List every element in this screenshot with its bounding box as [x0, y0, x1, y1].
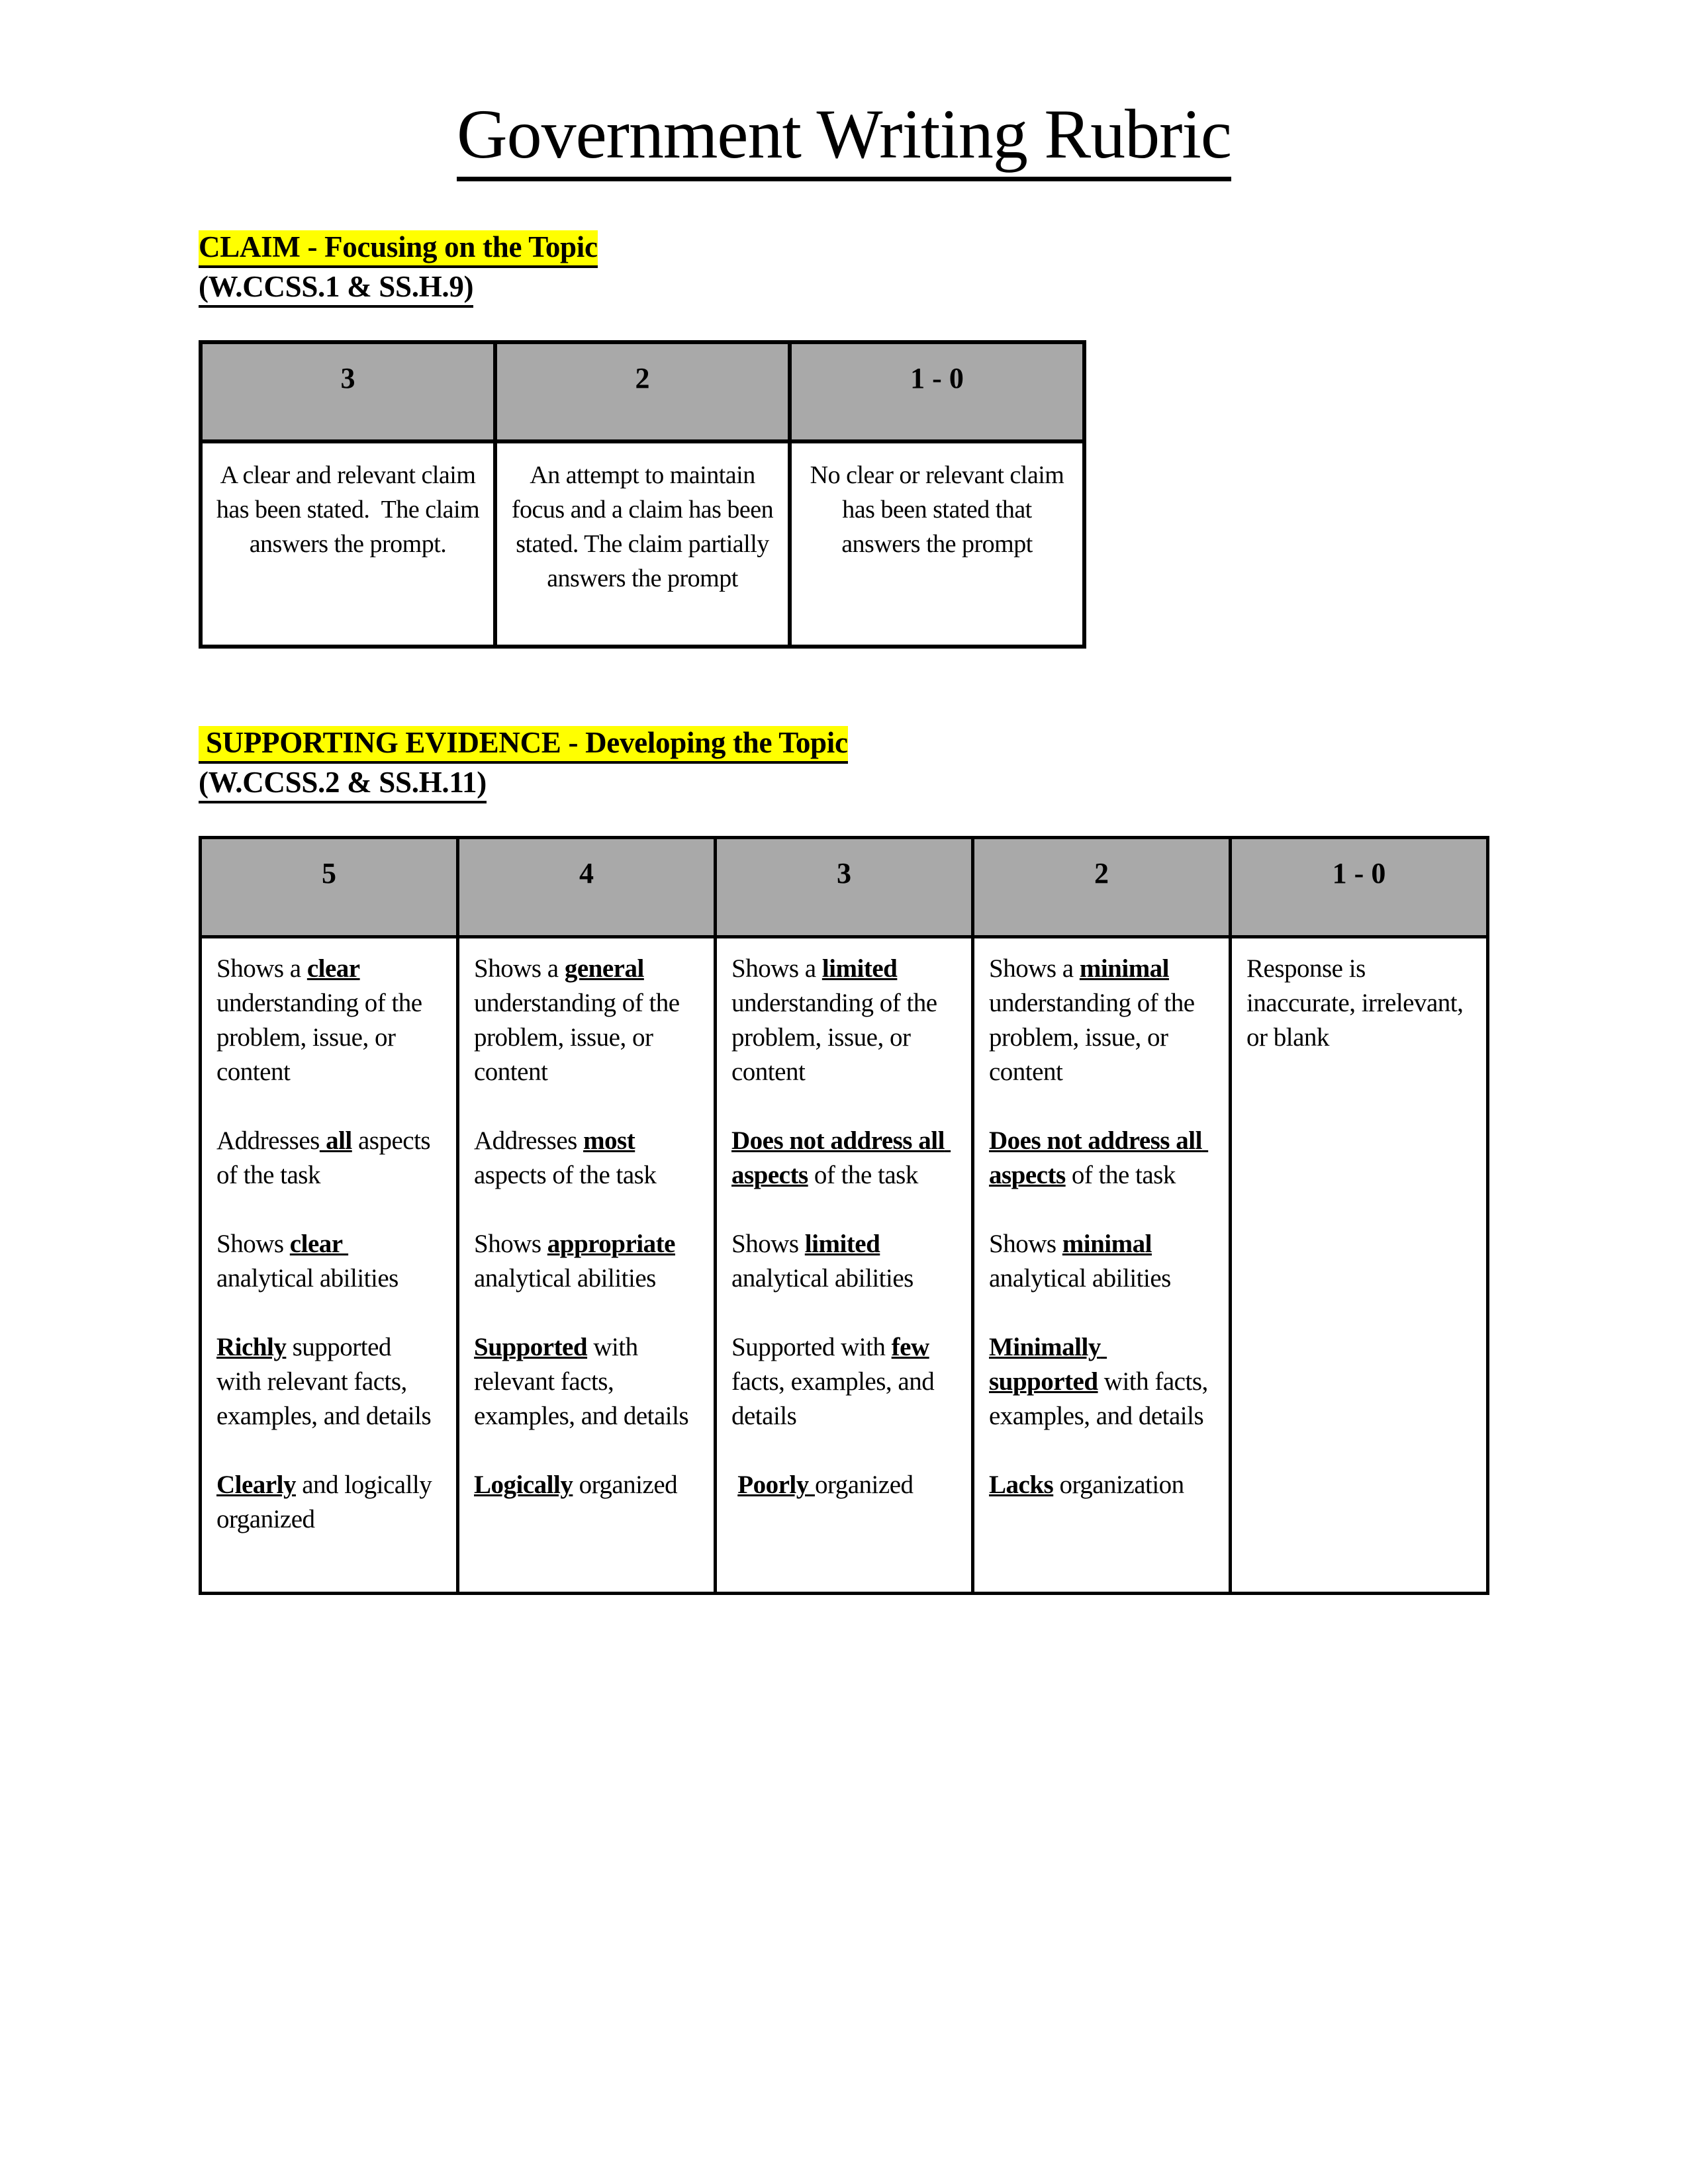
rubric-paragraph: Shows clear analytical abilities	[216, 1230, 399, 1293]
rubric-paragraph: Minimally supported with facts, examples, and details	[989, 1333, 1215, 1430]
evidence-table-header-row	[201, 838, 1488, 937]
rubric-paragraph: Shows limited analytical abilities	[731, 1230, 914, 1293]
claim-heading-block	[199, 227, 1493, 306]
claim-rubric-table	[199, 340, 1086, 649]
claim-table-header-row	[201, 342, 1084, 441]
evidence-cell-score-5	[201, 937, 458, 1594]
claim-score-header-3: 3	[201, 342, 495, 441]
evidence-table-body	[201, 937, 1488, 1594]
claim-standards: (W.CCSS.1 & SS.H.9)	[199, 270, 473, 308]
claim-heading-line	[199, 227, 1493, 267]
rubric-paragraph: Addresses all aspects of the task	[216, 1126, 437, 1189]
claim-cell-score-3	[201, 441, 495, 647]
claim-cell-score-1-0	[790, 441, 1084, 647]
claim-table-row	[201, 441, 1084, 647]
evidence-cell-score-4	[458, 937, 716, 1594]
rubric-paragraph: Logically organized	[474, 1471, 678, 1499]
rubric-paragraph: Shows minimal analytical abilities	[989, 1230, 1171, 1293]
rubric-paragraph: Does not address all aspects of the task	[989, 1126, 1209, 1189]
claim-cell-score-2	[495, 441, 790, 647]
evidence-score-header-2: 2	[973, 838, 1231, 937]
rubric-paragraph: Poorly organized	[737, 1471, 914, 1499]
rubric-paragraph: Supported with relevant facts, examples, and details	[474, 1333, 689, 1430]
evidence-score-header-3: 3	[716, 838, 973, 937]
claim-standards-line	[199, 267, 1493, 306]
evidence-rubric-table	[199, 836, 1489, 1595]
document-title-text: Government Writing Rubric	[457, 95, 1231, 181]
rubric-paragraph: No clear or relevant claim has been stated that answers the prompt	[810, 461, 1070, 558]
rubric-paragraph: Lacks organization	[989, 1471, 1184, 1499]
evidence-score-header-4: 4	[458, 838, 716, 937]
evidence-score-header-1-0: 1 - 0	[1231, 838, 1488, 937]
rubric-paragraph: Response is inaccurate, irrelevant, or blank	[1246, 954, 1470, 1052]
rubric-paragraph: Does not address all aspects of the task	[731, 1126, 951, 1189]
rubric-paragraph: Shows appropriate analytical abilities	[474, 1230, 682, 1293]
rubric-paragraph: Shows a clear understanding of the problem, issue, or content	[216, 954, 428, 1086]
claim-score-header-2: 2	[495, 342, 790, 441]
evidence-standards: (W.CCSS.2 & SS.H.11)	[199, 766, 487, 803]
rubric-paragraph: Addresses most aspects of the task	[474, 1126, 657, 1189]
claim-table-body	[201, 441, 1084, 647]
rubric-paragraph: Supported with few facts, examples, and details	[731, 1333, 941, 1430]
evidence-heading-block	[199, 723, 1493, 802]
evidence-cell-score-3	[716, 937, 973, 1594]
evidence-score-header-5: 5	[201, 838, 458, 937]
claim-score-header-1-0: 1 - 0	[790, 342, 1084, 441]
evidence-cell-score-2	[973, 937, 1231, 1594]
evidence-heading: SUPPORTING EVIDENCE - Developing the Topic	[199, 726, 848, 764]
rubric-paragraph: Shows a minimal understanding of the problem, issue, or content	[989, 954, 1201, 1086]
evidence-heading-line	[199, 723, 1493, 762]
rubric-paragraph: A clear and relevant claim has been stated. The claim answers the prompt.	[216, 461, 486, 558]
rubric-paragraph: Shows a general understanding of the problem, issue, or content	[474, 954, 686, 1086]
evidence-table-row	[201, 937, 1488, 1594]
section-claim	[199, 227, 1493, 649]
rubric-paragraph: Richly supported with relevant facts, examples, and details	[216, 1333, 432, 1430]
rubric-paragraph: Clearly and logically organized	[216, 1471, 438, 1533]
evidence-cell-score-1-0	[1231, 937, 1488, 1594]
document-title	[0, 0, 1688, 173]
claim-heading: CLAIM - Focusing on the Topic	[199, 230, 598, 268]
rubric-paragraph: Shows a limited understanding of the problem, issue, or content	[731, 954, 943, 1086]
evidence-standards-line	[199, 762, 1493, 802]
rubric-paragraph: An attempt to maintain focus and a claim has been stated. The claim partially answers the prompt	[511, 461, 780, 592]
section-supporting-evidence	[199, 723, 1493, 1595]
